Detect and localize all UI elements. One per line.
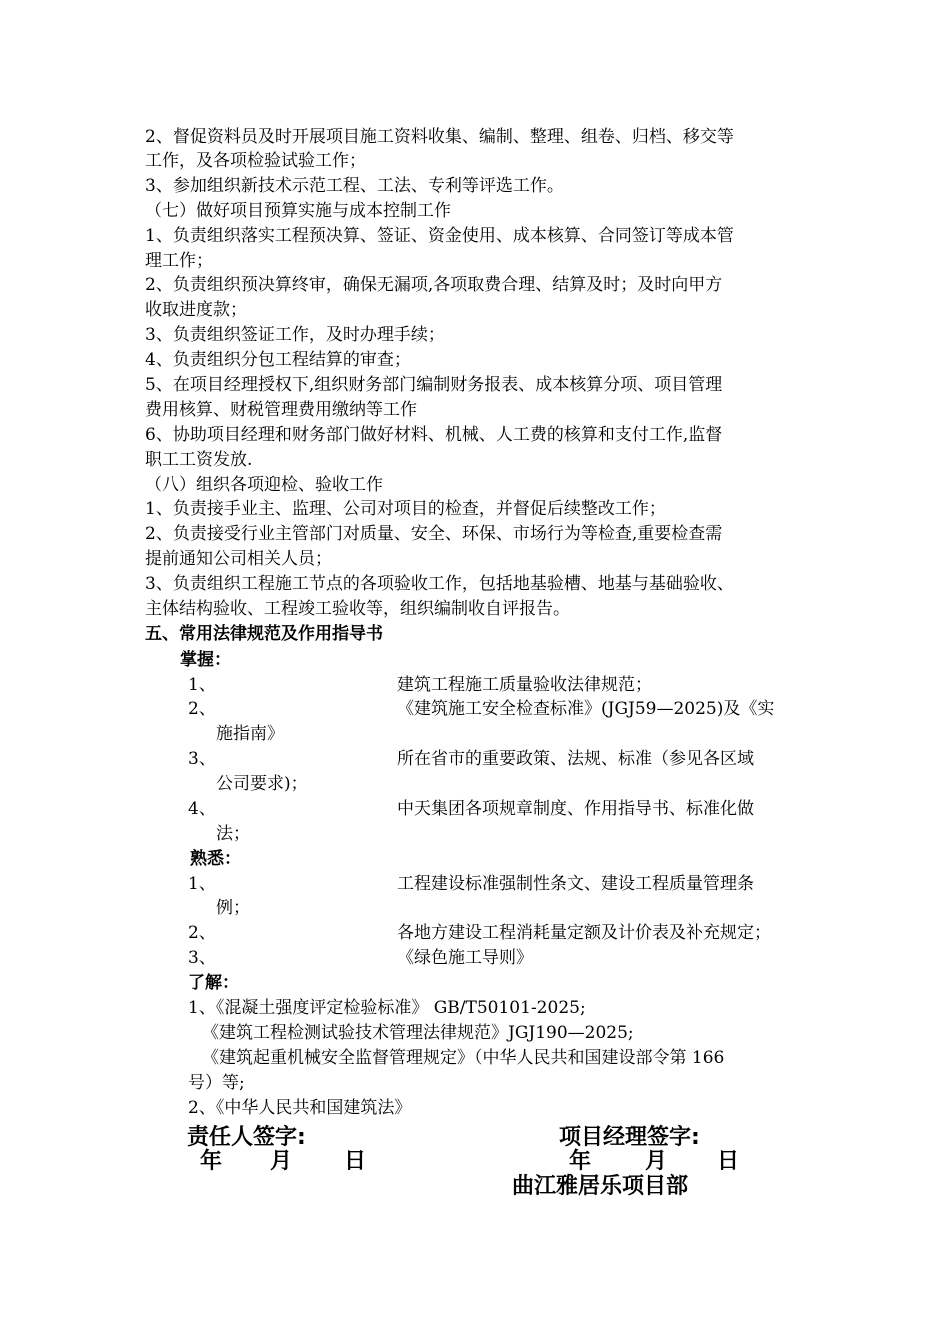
text-line: 2、负责组织预决算终审，确保无漏项,各项取费合理、结算及时；及时向甲方 (145, 275, 723, 295)
left-year: 年 (200, 1149, 223, 1174)
master-label: 掌握： (180, 650, 231, 670)
list-item-text: 所在省市的重要政策、法规、标准（参见各区域 (397, 749, 754, 769)
text-line: 2、负责接受行业主管部门对质量、安全、环保、市场行为等检查,重要检查需 (145, 524, 723, 544)
list-item-number: 4、 (188, 799, 216, 819)
familiar-label: 熟悉： (190, 849, 241, 869)
understand-label: 了解： (188, 973, 239, 993)
responsible-signature-label: 责任人签字: (187, 1125, 306, 1150)
list-item-continuation: 法； (216, 824, 250, 844)
text-line: 主体结构验收、工程竣工验收等，组织编制收自评报告。 (145, 599, 570, 619)
text-line: 3、负责组织工程施工节点的各项验收工作，包括地基验槽、地基与基础验收、 (145, 574, 734, 594)
text-line: 6、协助项目经理和财务部门做好材料、机械、人工费的核算和支付工作,监督 (145, 425, 723, 445)
left-month: 月 (270, 1149, 293, 1174)
list-item-text: 建筑工程施工质量验收法律规范； (397, 675, 652, 695)
project-department: 曲江雅居乐项目部 (512, 1174, 689, 1199)
text-line: 号）等; (188, 1073, 245, 1093)
text-line: 收取进度款； (145, 300, 247, 320)
text-line: 2、《中华人民共和国建筑法》 (188, 1098, 412, 1118)
list-item-number: 1、 (188, 675, 216, 695)
text-line: 3、参加组织新技术示范工程、工法、专利等评选工作。 (145, 176, 564, 196)
list-item-text: 工程建设标准强制性条文、建设工程质量管理条 (397, 874, 754, 894)
right-month: 月 (645, 1149, 668, 1174)
list-item-continuation: 施指南》 (216, 724, 284, 744)
section-heading: （八）组织各项迎检、验收工作 (145, 475, 383, 495)
text-line: 理工作； (145, 251, 213, 271)
list-item-continuation: 公司要求)； (216, 774, 308, 794)
list-item-number: 2、 (188, 699, 216, 719)
list-item-number: 3、 (188, 749, 216, 769)
section-heading: （七）做好项目预算实施与成本控制工作 (145, 201, 451, 221)
right-day: 日 (717, 1149, 740, 1174)
manager-signature-label: 项目经理签字: (559, 1125, 700, 1150)
text-line: 2、督促资料员及时开展项目施工资料收集、编制、整理、组卷、归档、移交等 (145, 127, 734, 147)
text-line: 提前通知公司相关人员； (145, 549, 332, 569)
list-item-continuation: 例； (216, 898, 250, 918)
text-line: 职工工资发放. (145, 450, 253, 470)
text-line: 1、《混凝土强度评定检验标准》 GB/T50101-2025; (188, 998, 586, 1018)
list-item-text: 中天集团各项规章制度、作用指导书、标准化做 (397, 799, 754, 819)
text-line: 1、负责组织落实工程预决算、签证、资金使用、成本核算、合同签订等成本管 (145, 226, 734, 246)
text-line: 4、负责组织分包工程结算的审查； (145, 350, 411, 370)
list-item-number: 3、 (188, 948, 216, 968)
text-line: 《建筑工程检测试验技术管理法律规范》JGJ190—2025; (202, 1023, 634, 1043)
text-line: 5、在项目经理授权下,组织财务部门编制财务报表、成本核算分项、项目管理 (145, 375, 723, 395)
list-item-number: 1、 (188, 874, 216, 894)
text-line: 工作，及各项检验试验工作； (145, 151, 366, 171)
list-item-number: 2、 (188, 923, 216, 943)
text-line: 费用核算、财税管理费用缴纳等工作 (145, 400, 417, 420)
text-line: 3、负责组织签证工作，及时办理手续； (145, 325, 445, 345)
list-item-text: 《建筑施工安全检查标准》(JGJ59—2025)及《实 (397, 699, 775, 719)
text-line: 《建筑起重机械安全监督管理规定》（中华人民共和国建设部令第 166 (202, 1048, 725, 1068)
section-title: 五、常用法律规范及作用指导书 (145, 624, 383, 644)
text-line: 1、负责接手业主、监理、公司对项目的检查，并督促后续整改工作； (145, 499, 666, 519)
list-item-text: 各地方建设工程消耗量定额及计价表及补充规定； (397, 923, 771, 943)
right-year: 年 (569, 1149, 592, 1174)
list-item-text: 《绿色施工导则》 (397, 948, 533, 968)
left-day: 日 (344, 1149, 367, 1174)
